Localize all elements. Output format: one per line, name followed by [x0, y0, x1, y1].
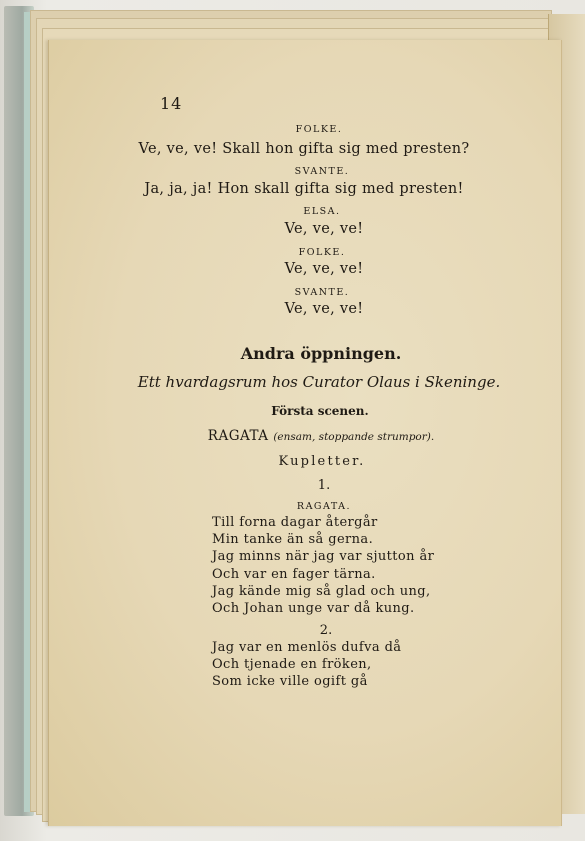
dialogue-line: Ja, ja, ja! Hon skall gifta sig med presten!: [144, 181, 464, 197]
page-content: [48, 40, 560, 826]
verse-number: 1.: [317, 478, 331, 493]
verse-line: Som icke ville ogift gå: [212, 674, 368, 690]
speaker-label: SVANTE.: [294, 166, 350, 177]
speaker-label: FOLKE.: [298, 247, 346, 258]
dialogue-line: Ve, ve, ve! Skall hon gifta sig med presten?: [138, 141, 470, 157]
verse-line: Till forna dagar återgår: [212, 515, 378, 530]
dialogue-line: Ve, ve, ve!: [284, 261, 364, 277]
character-name: RAGATA: [207, 428, 269, 444]
verse-line: Jag kände mig så glad och ung,: [212, 583, 431, 599]
character-line: [48, 428, 560, 444]
speaker-label: SVANTE.: [294, 287, 350, 298]
verse-line: Och var en fager tärna.: [212, 566, 376, 582]
dialogue-line: Ve, ve, ve!: [284, 301, 364, 317]
scene-title: Första scenen.: [271, 404, 369, 418]
dialogue-line: Ve, ve, ve!: [284, 221, 364, 237]
verse-line: Och tjenade en fröken,: [212, 657, 372, 673]
song-title: Kupletter.: [278, 454, 366, 469]
act-setting: Ett hvardagsrum hos Curator Olaus i Skeninge.: [137, 373, 501, 391]
verse-stanza: [212, 515, 434, 618]
verse-number: 2.: [319, 623, 333, 638]
page-number: 14: [160, 94, 183, 113]
verse-line: Och Johan unge var då kung.: [212, 600, 415, 616]
speaker-label: RAGATA.: [296, 501, 352, 512]
speaker-label: ELSA.: [303, 206, 341, 217]
verse-line: Jag var en menlös dufva då: [212, 640, 402, 655]
verse-stanza: [212, 640, 401, 692]
verse-line: Jag minns när jag var sjutton år: [212, 549, 435, 565]
speaker-label: FOLKE.: [295, 124, 343, 135]
character-note: (ensam, stoppande strumpor).: [273, 431, 435, 443]
verse-line: Min tanke än så gerna.: [212, 532, 374, 548]
act-heading: Andra öppningen.: [240, 344, 402, 363]
